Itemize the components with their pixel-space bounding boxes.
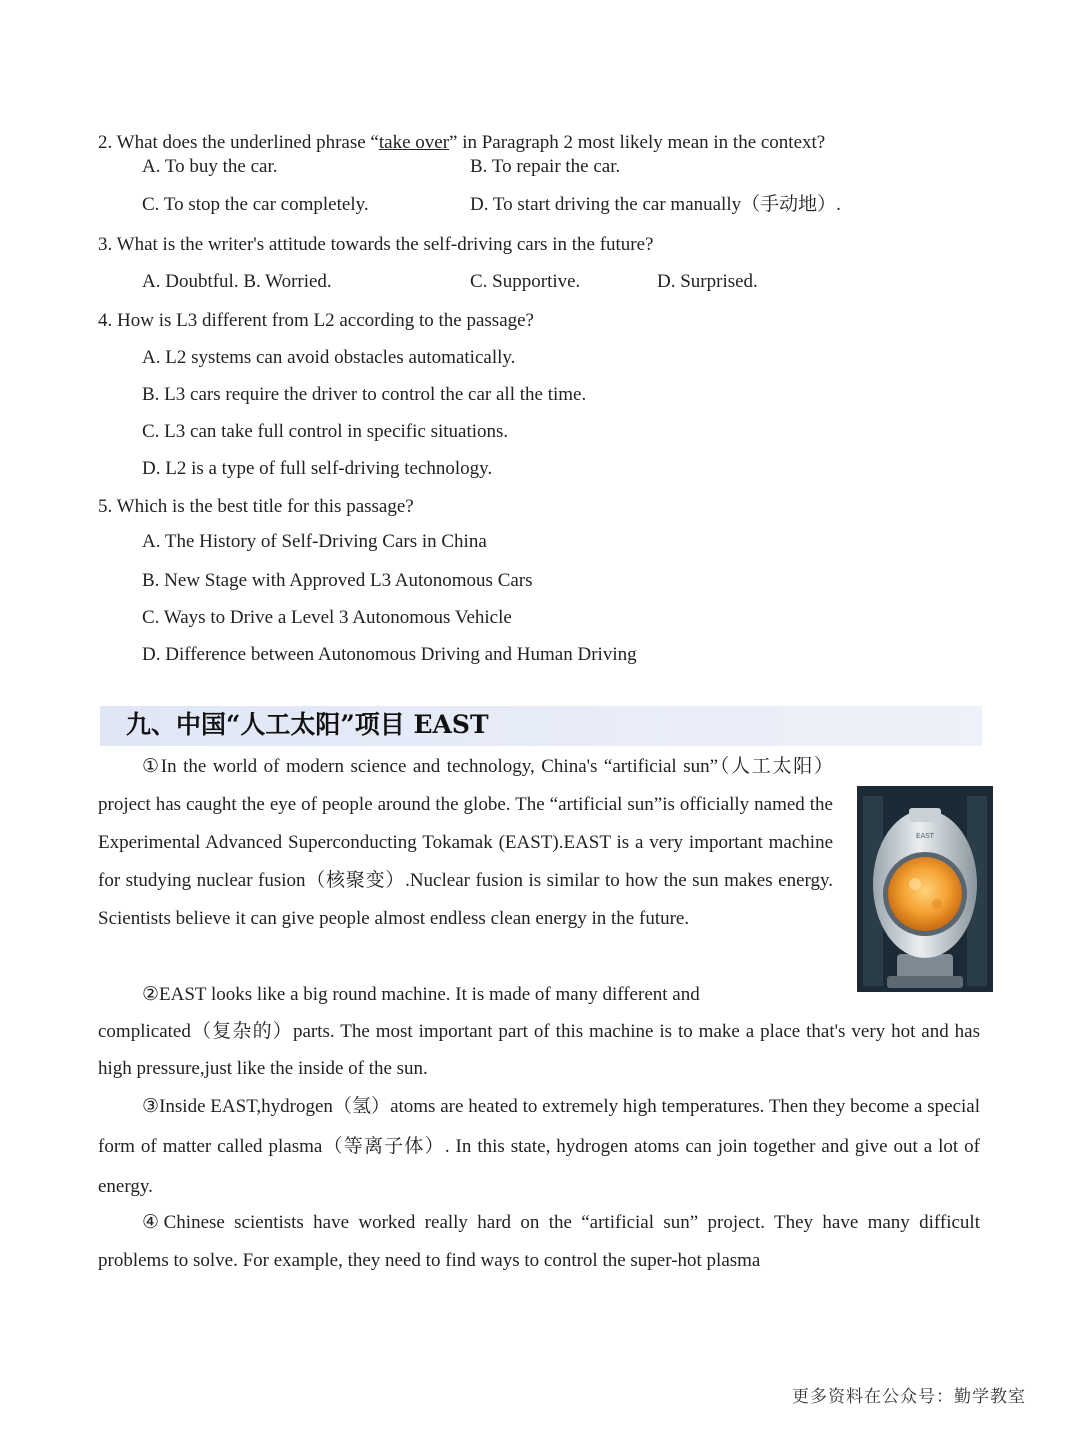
question-4-stem: 4. How is L3 different from L2 according to the passage? [98,310,534,331]
question-2-option-a: A. To buy the car. [142,156,278,177]
underlined-phrase: take over [378,132,450,153]
passage-paragraph-2-rest: complicated（复杂的）parts. The most important part of this machine is to make a place that's very hot and has high pressure,just like the inside of the sun. [98,1021,980,1079]
east-machine-image [857,786,993,992]
machine-label: EAST [916,832,934,840]
question-5-option-b: B. New Stage with Approved L3 Autonomous Cars [142,570,533,591]
question-5-option-c: C. Ways to Drive a Level 3 Autonomous Vehicle [142,607,512,628]
question-2-option-c: C. To stop the car completely. [142,194,369,215]
east-machine-illustration [857,786,993,992]
passage-paragraph-2 [98,976,980,1087]
passage-paragraph-3: ③Inside EAST,hydrogen（氢）atoms are heated to extremely high temperatures. Then they become a special form of matter called plasma（等离子体）. In this state, hydrogen atoms can join together and give out a lot of energy. [98,1096,980,1197]
question-2-option-d: D. To start driving the car manually（手动地）. [470,194,841,215]
passage-paragraph-2-first-line: ②EAST looks like a big round machine. It is made of many different and [142,984,700,1005]
question-5-stem: 5. Which is the best title for this passage? [98,496,414,517]
question-3-option-ab: A. Doubtful. B. Worried. [142,271,332,292]
question-4-option-d: D. L2 is a type of full self-driving technology. [142,458,493,479]
question-4-option-c: C. L3 can take full control in specific situations. [142,421,509,442]
question-3-option-d: D. Surprised. [657,271,758,292]
question-5-option-d: D. Difference between Autonomous Driving and Human Driving [142,644,637,665]
section-title: 九、中国“人工太阳”项目 EAST [126,710,489,739]
question-5-option-a: A. The History of Self-Driving Cars in China [142,531,487,552]
question-3-stem: 3. What is the writer's attitude towards the self-driving cars in the future? [98,234,654,255]
passage-paragraph-1: ①In the world of modern science and technology, China's “artificial sun”（人工太阳）project has caught the eye of people around the globe. The “artificial sun”is officially named the Experimental Advanced Superconducting Tokamak (EAST).EAST is a very important machine for studying nuclear fusion（核聚变）.Nuclear fusion is similar to how the sun makes energy. Scientists believe it can give people almost endless clean energy in the future. [98,756,833,929]
question-2-stem [98,131,825,155]
passage-paragraph-4: ④Chinese scientists have worked really hard on the “artificial sun” project. They have many difficult problems to solve. For example, they need to find ways to control the super-hot plasma [98,1212,980,1271]
question-3-option-c: C. Supportive. [470,271,581,292]
question-4-option-a: A. L2 systems can avoid obstacles automatically. [142,347,516,368]
footer-note: 更多资料在公众号：勤学教室 [792,1387,1026,1407]
question-2-stem-prefix: 2. What does the underlined phrase “ [98,132,379,153]
question-2-stem-suffix: ” in Paragraph 2 most likely mean in the context? [449,132,826,153]
question-4-option-b: B. L3 cars require the driver to control the car all the time. [142,384,587,405]
question-2-option-b: B. To repair the car. [470,156,621,177]
